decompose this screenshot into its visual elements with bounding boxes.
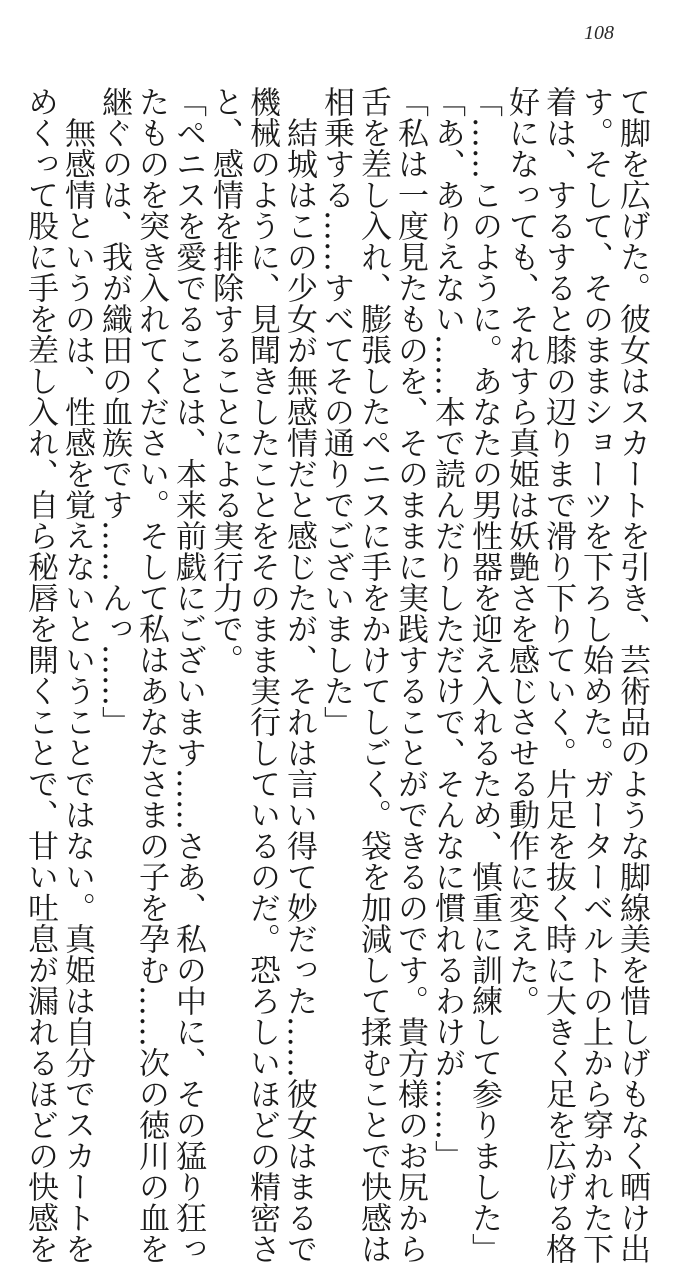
text-line: 「……このように。あなたの男性器を迎え入れるため、慎重に訓練して参りました」 bbox=[466, 86, 502, 1264]
page-number: 108 bbox=[584, 22, 614, 44]
text-line: 機械のように、見聞きしたことをそのまま実行しているのだ。恐ろしいほどの精密さ bbox=[244, 86, 280, 1264]
text-line: 「ペニスを愛でることは、本来前戯にございます……さあ、私の中に、その猛り狂っ bbox=[170, 86, 206, 1264]
body-text bbox=[20, 86, 650, 1264]
text-line: 「私は一度見たものを、そのままに実践することができるのです。貴方様のお尻から bbox=[392, 86, 428, 1264]
text-line: めくって股に手を差し入れ、自ら秘唇を開くことで、甘い吐息が漏れるほどの快感を bbox=[22, 86, 58, 1264]
text-line: たものを突き入れてください。そして私はあなたさまの子を孕む……次の徳川の血を bbox=[133, 86, 169, 1264]
text-line: と、感情を排除することによる実行力で。 bbox=[207, 86, 243, 675]
text-line: す。そして、そのままショーツを下ろし始めた。ガーターベルトの上から穿かれた下 bbox=[577, 86, 613, 1264]
text-line: 結城はこの少女が無感情だと感じたが、それは言い得て妙だった……彼女はまるで bbox=[281, 86, 317, 1264]
text-line: 着は、するすると膝の辺りまで滑り下りていく。片足を抜く時に大きく足を広げる格 bbox=[540, 86, 576, 1264]
text-line: 舌を差し入れ、膨張したペニスに手をかけてしごく。袋を加減して揉むことで快感は bbox=[355, 86, 391, 1264]
text-line: て脚を広げた。彼女はスカートを引き、芸術品のような脚線美を惜しげもなく晒け出 bbox=[614, 86, 650, 1264]
text-line: 継ぐのは、我が織田の血族です……んっ……」 bbox=[96, 86, 132, 737]
text-line: 相乗する……すべてその通りでございました」 bbox=[318, 86, 354, 737]
text-line: 好になっても、それすら真姫は妖艶さを感じさせる動作に変えた。 bbox=[503, 86, 539, 1016]
text-line: 「あ、ありえない……本で読んだりしただけで、そんなに慣れるわけが……」 bbox=[429, 86, 465, 1171]
text-line: 無感情というのは、性感を覚えないということではない。真姫は自分でスカートを bbox=[59, 86, 95, 1264]
